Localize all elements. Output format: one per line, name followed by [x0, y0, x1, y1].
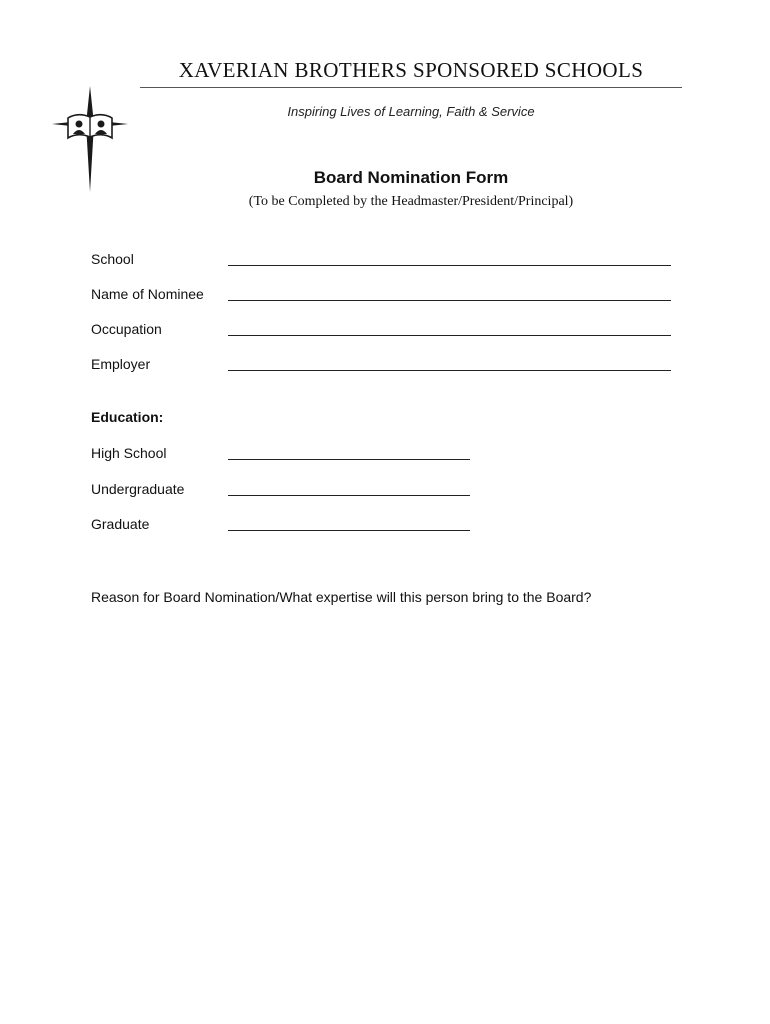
graduate-label: Graduate — [91, 516, 150, 532]
nomination-reason-question: Reason for Board Nomination/What expertise will this person bring to the Board? — [91, 589, 592, 605]
header-divider — [140, 87, 682, 88]
high-school-label: High School — [91, 445, 167, 461]
undergraduate-field[interactable] — [228, 495, 470, 496]
high-school-field[interactable] — [228, 459, 470, 460]
employer-field[interactable] — [228, 370, 671, 371]
form-title: Board Nomination Form — [313, 168, 509, 187]
undergraduate-label: Undergraduate — [91, 481, 185, 497]
occupation-field[interactable] — [228, 335, 671, 336]
nominee-name-field[interactable] — [228, 300, 671, 301]
organization-tagline: Inspiring Lives of Learning, Faith & Service — [287, 104, 535, 119]
school-field[interactable] — [228, 265, 671, 266]
education-heading: Education: — [91, 409, 164, 425]
nominee-name-label: Name of Nominee — [91, 286, 204, 302]
occupation-label: Occupation — [91, 321, 162, 337]
employer-label: Employer — [91, 356, 151, 372]
school-label: School — [91, 251, 134, 267]
graduate-field[interactable] — [228, 530, 470, 531]
organization-name: XAVERIAN BROTHERS SPONSORED SCHOOLS — [178, 58, 644, 82]
form-subtitle: (To be Completed by the Headmaster/President/Principal) — [248, 194, 574, 209]
